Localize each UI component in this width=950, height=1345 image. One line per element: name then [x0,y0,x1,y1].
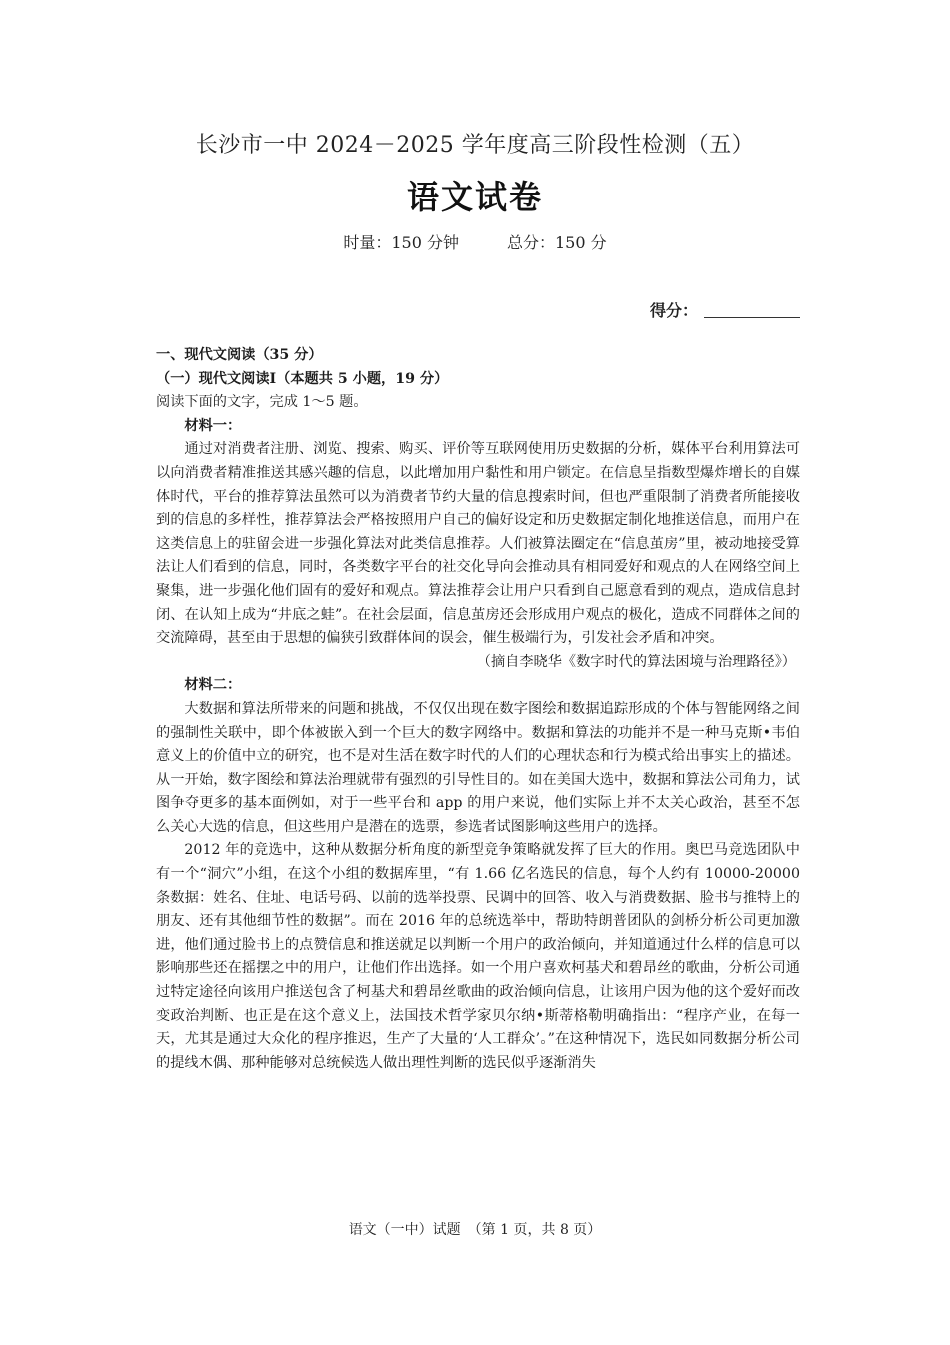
exam-title: 长沙市一中 2024－2025 学年度高三阶段性检测（五） [195,133,755,158]
material-2-paragraph-2: 2012 年的竞选中，这种从数据分析角度的新型竞争策略就发挥了巨大的作用。奥巴马竞选团队中有一个“洞穴”小组，在这个小组的数据库里，“有 1.66 亿名选民的信息，每个人约有 10000-20000 条数据：姓名、住址、电话号码、以前的选举投票、民调中的回答、收入与消费数据、脸书与推特上的朋友、还有其他细节性的数据”。而在 2016 年的总统选举中，帮助特朗普团队的剑桥分析公司更加激进，他们通过脸书上的点赞信息和推送就足以判断一个用户的政治倾向，并知道通过什么样的信息可以影响那些还在摇摆之中的用户，让他们作出选择。如一个用户喜欢柯基犬和碧昂丝的歌曲，分析公司通过特定途径向该用户推送包含了柯基犬和碧昂丝歌曲的政治倾向信息，让该用户因为他的这个爱好而改变政治判断、也正是在这个意义上，法国技术哲学家贝尔纳•斯蒂格勒明确指出：“程序产业，在每一天，尤其是通过大众化的程序推迟，生产了大量的‘人工群众’。”在这种情况下，选民如同数据分析公司的提线木偶、那种能够对总统候选人做出理性判断的选民似乎逐渐消失 [156,842,800,1071]
material-2-label: 材料二： [184,677,242,694]
section-heading: 一、现代文阅读（35 分） [156,347,323,363]
instruction: 阅读下面的文字，完成 1～5 题。 [156,394,368,411]
score-field [650,298,800,321]
total-score: 总分：150 分 [507,233,607,252]
sub-section-heading: （一）现代文阅读Ⅰ（本题共 5 小题，19 分） [156,370,449,387]
reading-section [156,344,800,1075]
material-1-paragraph: 通过对消费者注册、浏览、搜索、购买、评价等互联网使用历史数据的分析，媒体平台利用算法可以向消费者精准推送其感兴趣的信息，以此增加用户黏性和用户锁定。在信息呈指数型爆炸增长的自媒体时代，平台的推荐算法虽然可以为消费者节约大量的信息搜索时间，但也严重限制了消费者所能接收到的信息的多样性，推荐算法会严格按照用户自己的偏好设定和历史数据定制化地推送信息，而用户在这类信息上的驻留会进一步强化算法对此类信息推荐。人们被算法圈定在“信息茧房”里，被动地接受算法让人们看到的信息，同时，各类数字平台的社交化导向会推动具有相同爱好和观点的人在网络空间上聚集，进一步强化他们固有的爱好和观点。算法推荐会让用户只看到自己愿意看到的观点，造成信息封闭、在认知上成为“井底之蛙”。在社会层面，信息茧房还会形成用户观点的极化，造成不同群体之间的交流障碍，甚至由于思想的偏狭引致群体间的误会，催生极端行为，引发社会矛盾和冲突。 [156,441,800,647]
page-footer: 语文（一中）试题 （第 1 页，共 8 页） [348,1222,602,1238]
material-2-paragraph-1: 大数据和算法所带来的问题和挑战，不仅仅出现在数字图绘和数据追踪形成的个体与智能网络之间的强制性关联中，即个体被嵌入到一个巨大的数字网络中。数据和算法的功能并不是一种马克斯•韦伯意义上的价值中立的研究，也不是对生活在数字时代的人们的心理状态和行为模式给出事实上的描述。从一开始，数字图绘和算法治理就带有强烈的引导性目的。如在美国大选中，数据和算法公司角力，试图争夺更多的基本面例如，对于一些平台和 app 的用户来说，他们实际上并不太关心政治，甚至不怎么关心大选的信息，但这些用户是潜在的选票，参选者试图影响这些用户的选择。 [156,700,800,835]
material-1-source: （摘自李晓华《数字时代的算法困境与治理路径》） [476,653,796,670]
time-limit: 时量：150 分钟 [343,233,459,252]
subject-title: 语文试卷 [406,178,543,216]
exam-meta [0,230,950,253]
score-label: 得分： [650,301,699,320]
material-1-label: 材料一： [184,417,242,434]
score-blank [704,317,800,318]
